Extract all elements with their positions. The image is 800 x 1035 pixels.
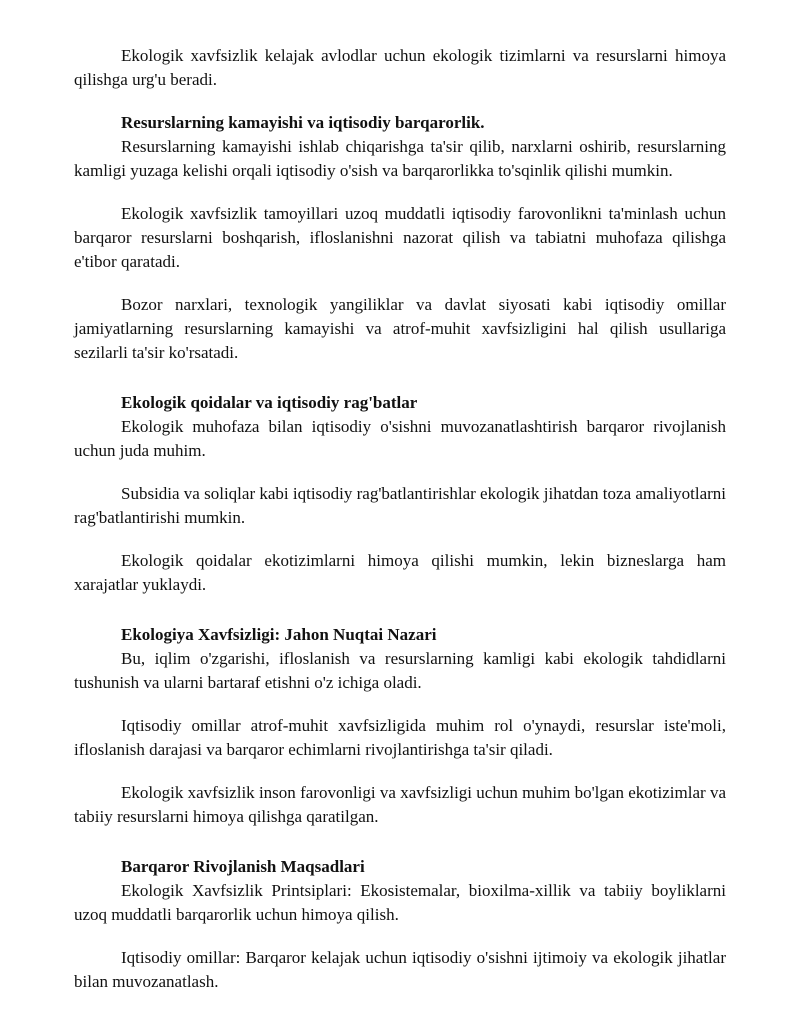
paragraph: Iqtisodiy omillar atrof-muhit xavfsizligida muhim rol o'ynaydi, resurslar iste'moli, ifloslanish darajasi va barqaror echimlarni rivojlantirishga ta'sir qiladi. xyxy=(74,716,726,759)
paragraph: Ekologik qoidalar ekotizimlarni himoya qilishi mumkin, lekin bizneslarga ham xarajatlar yuklaydi. xyxy=(74,551,726,594)
paragraph: Iqtisodiy omillar: Barqaror kelajak uchun iqtisodiy o'sishni ijtimoiy va ekologik jihatlar bilan muvozanatlash. xyxy=(74,948,726,991)
section-ecological-rules xyxy=(74,391,726,597)
section-heading: Barqaror Rivojlanish Maqsadlari xyxy=(121,857,365,876)
document-page xyxy=(74,44,726,994)
paragraph: Ekologik muhofaza bilan iqtisodiy o'sishni muvozanatlashtirish barqaror rivojlanish uchun juda muhim. xyxy=(74,417,726,460)
section-global-perspective xyxy=(74,623,726,829)
section-sustainable-goals xyxy=(74,855,726,994)
paragraph: Ekologik Xavfsizlik Printsiplari: Ekosistemalar, bioxilma-xillik va tabiiy boyliklarni uzoq muddatli barqarorlik uchun himoya qilish. xyxy=(74,881,726,924)
paragraph: Subsidia va soliqlar kabi iqtisodiy rag'batlantirishlar ekologik jihatdan toza amaliyotlarni rag'batlantirishi mumkin. xyxy=(74,484,727,527)
paragraph: Resurslarning kamayishi ishlab chiqarishga ta'sir qilib, narxlarni oshirib, resurslarning kamligi yuzaga kelishi orqali iqtisodiy o'sish va barqarorlikka to'sqinlik qilishi mumkin. xyxy=(74,137,726,180)
paragraph: Ekologik xavfsizlik tamoyillari uzoq muddatli iqtisodiy farovonlikni ta'minlash uchun barqaror resurslarni boshqarish, ifloslanishni nazorat qilish va tabiatni muhofaza qilishga e'tibor qaratadi. xyxy=(74,204,726,271)
section-resource-depletion xyxy=(74,111,726,365)
section-heading: Ekologiya Xavfsizligi: Jahon Nuqtai Nazari xyxy=(121,625,437,644)
intro-paragraph: Ekologik xavfsizlik kelajak avlodlar uchun ekologik tizimlarni va resurslarni himoya qilishga urg'u beradi. xyxy=(74,46,726,89)
paragraph: Bu, iqlim o'zgarishi, ifloslanish va resurslarning kamligi kabi ekologik tahdidlarni tushunish va ularni bartaraf etishni o'z ichiga oladi. xyxy=(74,649,726,692)
paragraph: Bozor narxlari, texnologik yangiliklar va davlat siyosati kabi iqtisodiy omillar jamiyatlarning resurslarning kamayishi va atrof-muhit xavfsizligini hal qilish usullariga sezilarli ta'sir ko'rsatadi. xyxy=(74,295,726,362)
section-heading: Resurslarning kamayishi va iqtisodiy barqarorlik. xyxy=(121,113,485,132)
paragraph: Ekologik xavfsizlik inson farovonligi va xavfsizligi uchun muhim bo'lgan ekotizimlar va tabiiy resurslarni himoya qilishga qaratilgan. xyxy=(74,783,726,826)
section-heading: Ekologik qoidalar va iqtisodiy rag'batlar xyxy=(121,393,418,412)
